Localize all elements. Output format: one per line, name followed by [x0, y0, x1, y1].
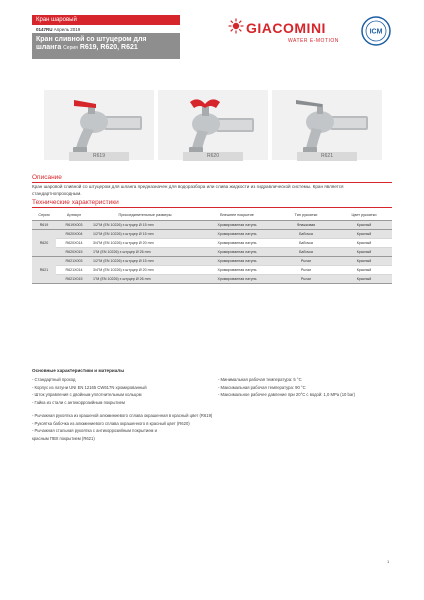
handle-color-cell: Красный — [336, 238, 392, 247]
handle-notes — [32, 412, 212, 442]
table-row — [32, 220, 392, 229]
article-cell: R621X003 — [56, 256, 92, 265]
icm-badge-text: ICM — [369, 28, 383, 36]
valve-r620-image — [158, 90, 268, 160]
logo-tagline: WATER E-MOTION — [288, 38, 339, 44]
specs-table — [32, 210, 392, 284]
table-row — [32, 256, 392, 265]
list-item: - Рукоятка бабочка из алюминиевого сплава окрашенного в красный цвет (R620) — [32, 420, 190, 426]
series-cell: R619 — [32, 220, 56, 229]
col-finish: Внешнее покрытие — [198, 210, 276, 220]
valve-r619-image — [44, 90, 154, 160]
page-title — [32, 33, 180, 59]
series-cell: R621 — [32, 256, 56, 283]
finish-cell: Хромированная латунь — [198, 229, 276, 238]
connection-cell: 3/4"M (EN 10226) x штуцер Ø 20 mm — [92, 238, 198, 247]
page-number: 1 — [387, 559, 390, 564]
handle-type-cell: Бабочка — [276, 238, 336, 247]
col-article: Артикул — [56, 210, 92, 220]
description-rule — [32, 182, 392, 183]
specs-title: Технические характеристики — [32, 199, 119, 206]
connection-cell: 1/2"M (EN 10226) x штуцер Ø 15 mm — [92, 256, 198, 265]
doc-meta — [32, 25, 180, 33]
title-line-1: Кран сливной со штуцером для — [36, 36, 147, 43]
connection-cell: 1/2"M (EN 10226) x штуцер Ø 15 mm — [92, 220, 198, 229]
logo-sun-icon — [228, 18, 244, 34]
handle-type-cell: Рычаг — [276, 256, 336, 265]
finish-cell: Хромированная латунь — [198, 274, 276, 283]
title-line-2: шланга — [36, 44, 62, 51]
list-item: - Рычажная рукоятка из крашеной алюминиевого сплава окрашенная в красный цвет (R619) — [32, 413, 213, 418]
table-row — [32, 238, 392, 247]
finish-cell: Хромированная латунь — [198, 247, 276, 256]
description-text: Кран шаровой сливной со штуцером для шланга предназначен для водоразбора или слива жидкости из гидравлической системы. Кран является стандартнопроходным. — [32, 184, 344, 196]
specs-header-row — [32, 210, 392, 220]
table-row — [32, 274, 392, 283]
list-item: - Стандартный проход — [32, 377, 76, 382]
characteristics-title: Основные характеристики и материалы — [32, 368, 125, 373]
photo-label-r619: R619 — [69, 152, 129, 161]
handle-color-cell: Красный — [336, 274, 392, 283]
finish-cell: Хромированная латунь — [198, 238, 276, 247]
handle-color-cell: Красный — [336, 265, 392, 274]
product-photo-r621 — [272, 90, 382, 160]
handle-type-cell: Бабочка — [276, 247, 336, 256]
finish-cell: Хромированная латунь — [198, 220, 276, 229]
article-cell: R619X003 — [56, 220, 92, 229]
col-series: Серия — [32, 210, 56, 220]
col-handle-color: Цвет рукоятки — [336, 210, 392, 220]
series-cell: R620 — [32, 229, 56, 256]
list-item: красным ПВХ покрытием (R621) — [32, 435, 95, 441]
list-item: - Минимальная рабочая температура: 5 °C — [218, 377, 302, 382]
list-item: - Максимальное рабочее давление при 20°С с водой: 1,0 MPa (10 bar) — [218, 392, 355, 398]
product-photo-r619 — [44, 90, 154, 160]
handle-color-cell: Красный — [336, 256, 392, 265]
connection-cell: 1"M (EN 10226) x штуцер Ø 26 mm — [92, 274, 198, 283]
characteristics-left — [32, 376, 147, 406]
col-handle-type: Тип рукоятки — [276, 210, 336, 220]
valve-r621-image — [272, 90, 382, 160]
series-codes: R619, R620, R621 — [79, 44, 138, 51]
connection-cell: 1/2"M (EN 10226) x штуцер Ø 15 mm — [92, 229, 198, 238]
article-cell: R620X014 — [56, 238, 92, 247]
list-item: - Максимальная рабочая температура: 90 °C — [218, 384, 306, 390]
finish-cell: Хромированная латунь — [198, 265, 276, 274]
product-type-label: Кран шаровый — [32, 15, 180, 25]
handle-color-cell: Красный — [336, 247, 392, 256]
header-block — [32, 15, 180, 79]
list-item: - Шток управления с двойным уплотнительным кольцом — [32, 392, 142, 398]
article-cell: R620X015 — [56, 247, 92, 256]
photo-label-r620: R620 — [183, 152, 243, 161]
doc-code: 0147RU — [36, 27, 53, 32]
series-label: Серия — [63, 45, 78, 51]
handle-type-cell: Рычаг — [276, 265, 336, 274]
connection-cell: 1"M (EN 10226) x штуцер Ø 26 mm — [92, 247, 198, 256]
handle-type-cell: Бабочка — [276, 229, 336, 238]
connection-cell: 3/4"M (EN 10226) x штуцер Ø 20 mm — [92, 265, 198, 274]
doc-date: Апрель 2019 — [53, 27, 81, 32]
handle-color-cell: Красный — [336, 229, 392, 238]
article-cell: R621X015 — [56, 274, 92, 283]
specs-rule — [32, 207, 392, 208]
finish-cell: Хромированная латунь — [198, 256, 276, 265]
list-item: - Гайка из стали с антикоррозийным покрытием — [32, 399, 125, 405]
article-cell: R620X004 — [56, 229, 92, 238]
col-connection: Присоединительные размеры — [92, 210, 198, 220]
list-item: - Корпус из латуни UNI EN 12165 CW617N хромированный — [32, 384, 147, 390]
article-cell: R621X014 — [56, 265, 92, 274]
giacomini-logo — [228, 18, 348, 58]
product-photo-r620 — [158, 90, 268, 160]
icm-certification-icon — [360, 15, 392, 47]
logo-name: GIACOMINI — [246, 20, 326, 36]
table-row — [32, 265, 392, 274]
description-title: Описание — [32, 174, 62, 181]
table-row — [32, 247, 392, 256]
table-row — [32, 229, 392, 238]
photo-label-r621: R621 — [297, 152, 357, 161]
handle-type-cell: Рычаг — [276, 274, 336, 283]
list-item: - Рычажная стальная рукоятка с антикоррозийным покрытием и — [32, 428, 157, 434]
handle-type-cell: Флажковая — [276, 220, 336, 229]
handle-color-cell: Красный — [336, 220, 392, 229]
characteristics-right — [218, 376, 355, 399]
